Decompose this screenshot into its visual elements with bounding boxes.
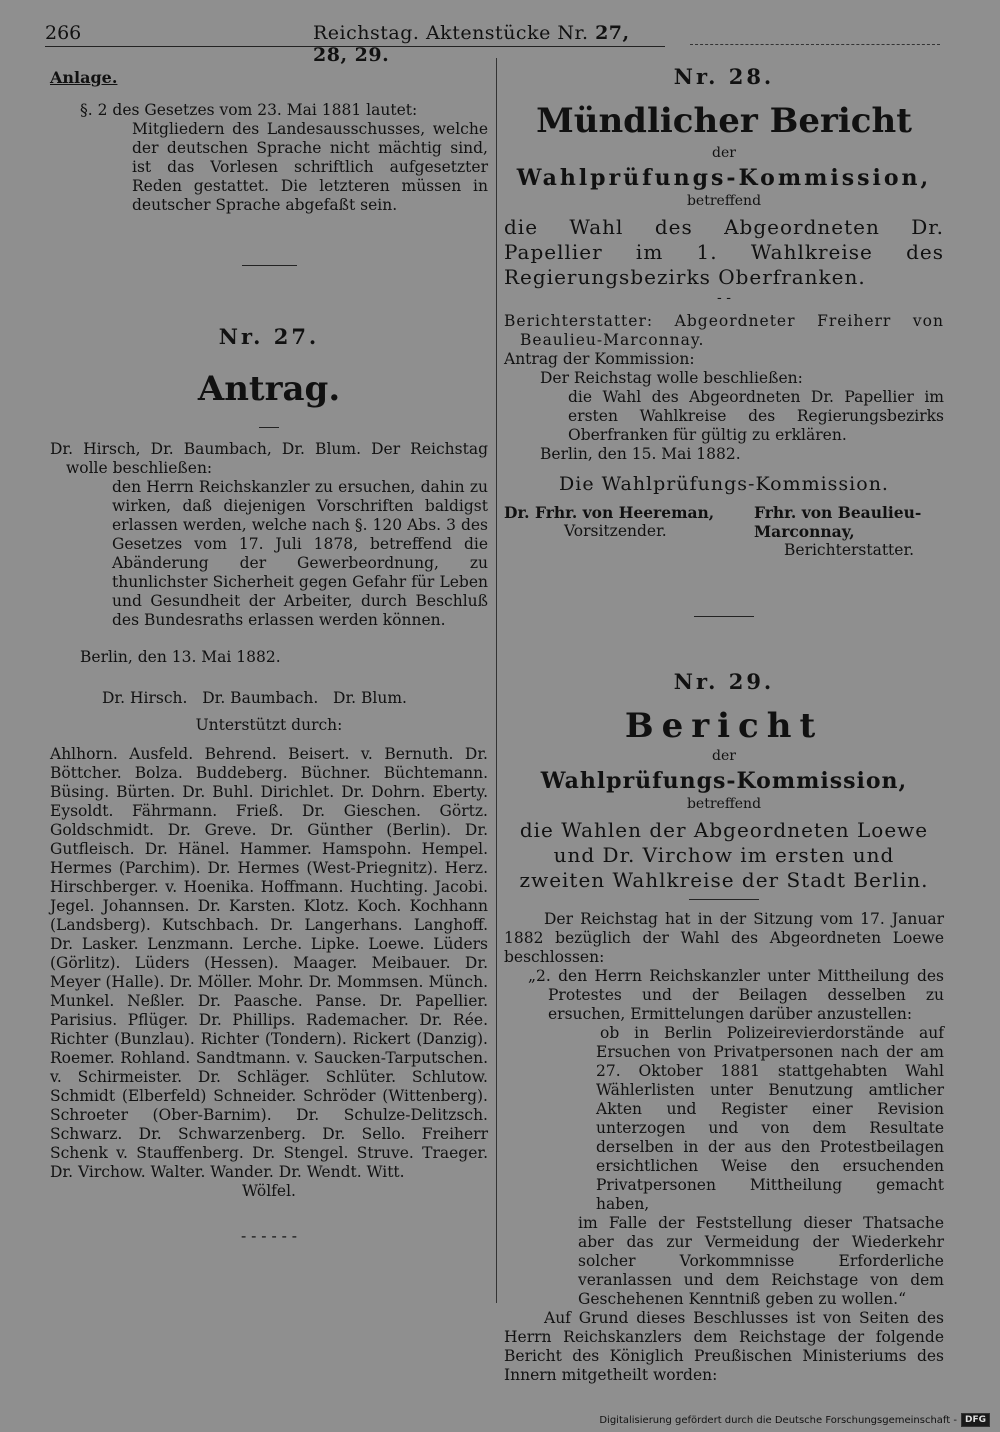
signature-left	[504, 503, 714, 560]
footer-text: Digitalisierung gefördert durch die Deutsche Forschungsgemeinschaft -	[599, 1414, 957, 1426]
dfg-logo: DFG	[961, 1413, 990, 1427]
betreffend-label-1: betreffend	[686, 193, 762, 209]
signature-right-name: Frhr. von Beaulieu-Marconnay,	[754, 503, 922, 541]
signature-right-role: Berichterstatter.	[784, 541, 915, 559]
beschliessen-line: Der Reichstag wolle beschließen:	[540, 369, 803, 387]
law-intro: §. 2 des Gesetzes vom 23. Mai 1881 lautet:	[80, 101, 418, 119]
nr28-heading: Nr. 28.	[673, 64, 775, 89]
antrag-intro: Dr. Hirsch, Dr. Baumbach, Dr. Blum. Der Reichstag wolle beschließen:	[50, 440, 488, 477]
kommission-title-2: Wahlprüfungs-Kommission,	[540, 768, 908, 794]
betreffend-label-2: betreffend	[686, 796, 762, 812]
right-column	[504, 60, 944, 1385]
last-supporter: Wölfel.	[242, 1182, 296, 1200]
antrag-kommission-label: Antrag der Kommission:	[504, 350, 695, 368]
signature-left-role: Vorsitzender.	[564, 522, 667, 540]
title-rule	[259, 427, 279, 428]
page-header	[45, 22, 665, 66]
header-title-numbers: 27, 28, 29.	[313, 22, 630, 66]
question-text: ob in Berlin Polizeirevierdorstände auf Ersuchen von Privatpersonen nach der am 27. Oktober 1881 stattgehabten Wahl Wählerlisten unter Benutzung amtlicher Akten und Register einer Revision unterzogen und von dem Resultate derselben in der aus den Protestbeilagen ersichtlichen Weise den ersuchenden Privatpersonen Mittheilung gemacht haben,	[596, 1024, 944, 1213]
signature-left-name: Dr. Frhr. von Heereman,	[504, 503, 715, 522]
kommission-title-1: Wahlprüfungs-Kommission,	[516, 165, 932, 191]
nr27-heading: Nr. 27.	[218, 324, 320, 349]
law-text: Mitgliedern des Landesausschusses, welche der deutschen Sprache nicht mächtig sind, ist das Vorlesen schriftlich aufgesetzter Reden gestattet. Die letzteren müssen in deutscher Sprache abgefaßt sein.	[132, 120, 488, 214]
subject-rule	[689, 899, 759, 900]
date28: Berlin, den 15. Mai 1882.	[540, 445, 741, 463]
header-dashed-rule	[690, 44, 940, 45]
point2: „2. den Herrn Reichskanzler unter Mittheilung des Protestes und der Beilagen desselben zu ersuchen, Ermittelungen darüber anzustellen:	[528, 967, 944, 1023]
intro29: Der Reichstag hat in der Sitzung vom 17. Januar 1882 bezüglich der Wahl des Abgeordneten Loewe beschlossen:	[504, 910, 944, 966]
section-rule	[242, 265, 297, 266]
supported-by-label: Unterstützt durch:	[195, 716, 343, 734]
bericht28-title: Mündlicher Bericht	[536, 101, 912, 141]
der-label-1: der	[712, 145, 736, 161]
bericht29-title: Bericht	[624, 706, 824, 746]
antrag-title: Antrag.	[197, 369, 341, 409]
der-label-2: der	[712, 748, 736, 764]
antrag-signers: Dr. Hirsch. Dr. Baumbach. Dr. Blum.	[102, 689, 407, 707]
footer	[599, 1413, 990, 1427]
berichterstatter-line: Berichterstatter: Abgeordneter Freiherr von Beaulieu-Marconnay.	[504, 312, 944, 349]
page-number: 266	[45, 22, 82, 44]
nr29-heading: Nr. 29.	[673, 669, 775, 694]
antrag28-text: die Wahl des Abgeordneten Dr. Papellier im ersten Wahlkreise des Regierungsbezirks Oberfranken für gültig zu erklären.	[568, 388, 944, 444]
conclusion-text: im Falle der Feststellung dieser Thatsache aber das zur Vermeidung der Wiederkehr solcher Vorkommnisse Erforderliche veranlassen und dem Reichstage von dem Geschehenen Kenntniß geben zu wollen.“	[578, 1214, 944, 1308]
signature-row	[504, 503, 944, 560]
antrag-text: den Herrn Reichskanzler zu ersuchen, dahin zu wirken, daß diejenigen Vorschriften baldigst erlassen werden, welche nach §. 120 Abs. 3 des Gesetzes vom 17. Juli 1878, betreffend die Abänderung der Gewerbeordnung, zu thunlichster Sicherheit gegen Gefahr für Leben und Gesundheit der Arbeiter, durch Beschluß des Bundesraths erlassen werden können.	[112, 478, 488, 629]
end-mark: - - - - - -	[240, 1227, 298, 1245]
left-column	[50, 60, 488, 1246]
header-title-prefix: Reichstag. Aktenstücke Nr.	[313, 22, 589, 44]
anlage-heading: Anlage.	[50, 68, 118, 87]
antrag-date: Berlin, den 13. Mai 1882.	[80, 648, 281, 666]
signature-right	[754, 503, 944, 560]
column-divider	[496, 58, 497, 1303]
kommission-signature: Die Wahlprüfungs-Kommission.	[559, 473, 889, 495]
subject29: die Wahlen der Abgeordneten Loewe und Dr. Virchow im ersten und zweiten Wahlkreise der Stadt Berlin.	[519, 818, 929, 892]
subject28: die Wahl des Abgeordneten Dr. Papellier im 1. Wahlkreise des Regierungsbezirks Oberfranken.	[504, 215, 944, 289]
section-rule-28	[694, 616, 754, 617]
supporters-list: Ahlhorn. Ausfeld. Behrend. Beisert. v. Bernuth. Dr. Böttcher. Bolza. Buddeberg. Büchner. Büchtemann. Büsing. Bürten. Dr. Buhl. Dirichlet. Dr. Dohrn. Eberty. Eysoldt. Fährmann. Frieß. Dr. Gieschen. Görtz. Goldschmidt. Dr. Greve. Dr. Günther (Berlin). Dr. Gutfleisch. Dr. Hänel. Hammer. Hamspohn. Hempel. Hermes (Parchim). Dr. Hermes (West-Priegnitz). Herz. Hirschberger. v. Hoenika. Hoffmann. Huchting. Jacobi. Jegel. Johannsen. Dr. Karsten. Klotz. Koch. Kochhann (Landsberg). Kutschbach. Dr. Langerhans. Langhoff. Dr. Lasker. Lenzmann. Lerche. Lipke. Loewe. Lüders (Görlitz). Lüders (Hessen). Maager. Meibauer. Dr. Meyer (Halle). Dr. Möller. Mohr. Dr. Mommsen. Münch. Munkel. Neßler. Dr. Paasche. Panse. Dr. Papellier. Parisius. Pflüger. Dr. Phillips. Rademacher. Dr. Rée. Richter (Bunzlau). Richter (Tondern). Rickert (Danzig). Roemer. Rohland. Sandtmann. v. Saucken-Tarputschen. v. Schirmeister. Dr. Schläger. Schlüter. Schlutow. Schmidt (Elberfeld) Schneider. Schröder (Wittenberg). Schroeter (Ober-Barnim). Dr. Schulze-Delitzsch. Schwarz. Dr. Schwarzenberg. Dr. Sello. Freiherr Schenk v. Stauffenberg. Dr. Stengel. Struve. Traeger. Dr. Virchow. Walter. Wander. Dr. Wendt. Witt.	[50, 745, 488, 1181]
final-paragraph: Auf Grund dieses Beschlusses ist von Seiten des Herrn Reichskanzlers dem Reichstage der folgende Bericht des Königlich Preußischen Ministeriums des Innern mitgetheilt worden:	[504, 1309, 944, 1384]
dash-mark: - -	[717, 290, 731, 306]
